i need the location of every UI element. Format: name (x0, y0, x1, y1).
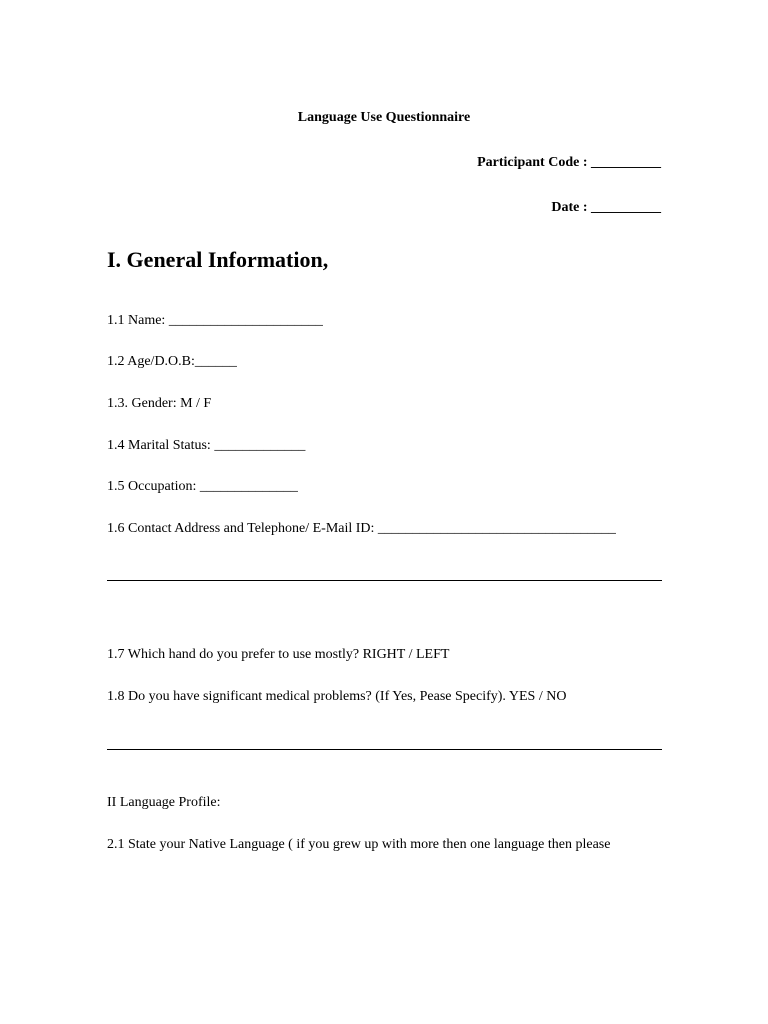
question-1-3-gender: 1.3. Gender: M / F (107, 396, 212, 411)
question-1-7-hand: 1.7 Which hand do you prefer to use mostly? RIGHT / LEFT (107, 647, 450, 662)
document-title: Language Use Questionnaire (297, 110, 471, 125)
question-1-6-contact: 1.6 Contact Address and Telephone/ E-Mail ID: __________________________________ (107, 521, 616, 536)
section-1-heading: I. General Information, (107, 247, 329, 272)
question-1-2-age: 1.2 Age/D.O.B:______ (107, 354, 237, 369)
question-1-8-medical: 1.8 Do you have significant medical problems? (If Yes, Pease Specify). YES / NO (107, 689, 567, 704)
section-2-heading: II Language Profile: (107, 795, 221, 810)
question-1-1-name: 1.1 Name: ______________________ (107, 313, 323, 328)
participant-code-field: Participant Code : __________ (477, 155, 661, 170)
question-1-4-marital-status: 1.4 Marital Status: _____________ (107, 438, 306, 453)
date-field: Date : __________ (551, 200, 661, 215)
question-1-5-occupation: 1.5 Occupation: ______________ (107, 479, 298, 494)
answer-rule-contact (107, 580, 662, 581)
answer-rule-medical (107, 749, 662, 750)
question-2-1-native-language: 2.1 State your Native Language ( if you grew up with more then one language then please (107, 837, 611, 852)
